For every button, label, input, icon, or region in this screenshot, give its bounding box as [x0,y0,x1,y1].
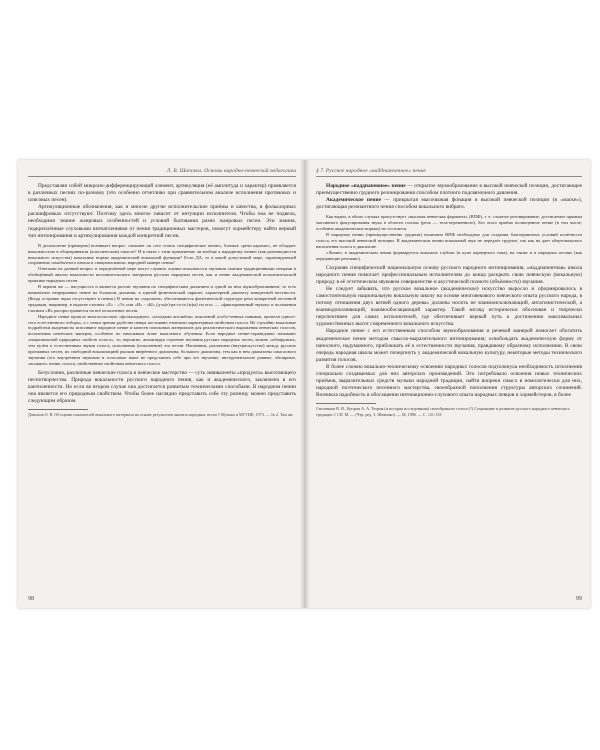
definition-academic-text: — прикрытая мысочковая фонация в высокой певческой позиции (в «маске»), достигающая резонантного пения способом вокального вибрато. [316,197,582,211]
right-small-paragraph-3: «Лихие» в академическом пении формируется вокально глубоко (в купе корнерного тона), на также и в народных песнях (как передающие резонанс). [316,249,582,261]
book-spread [18,160,590,608]
left-footnote-rule [28,409,88,410]
right-footnote-rule [316,403,376,404]
left-small-paragraph-4: Народное пение прошло многоголосную «фольклорную» «отходами ансамбля» поколений особо-ченных навыков, пропели одного-сего естественного отбора», а с точки зрения удобства певцы постоянно отмечали характерным свойствам голоса. Не случайно вокальные подработки академисты исполняют народное пение и качеств поисковых материалов для реалистического выражения певческих голосов, исполнения певческих манеров, особенно по начальным этапе вокального обучения. Если народное пение-справедливо называют «национальной природных свойств голоса», то, вероятно, анализируя строение звучания русских народных песен, можно «обнаружить, тем путём к естественным звуков голоса, исполнения (исполнение) эта песни. Напомним, различием (внутрискусство) между русских протяжных песен, их свободной вокализацией рыском вверённого диапазона, большого диапазона, тем как в нем диапазоны смыслового звучания (ого внутреннем звуковом и голосовые наше не представить себе при это звучание, инструментально ровные, обширные, «вольное» пение, голоса, свойственное свойствам певческого голоса. [28,313,296,366]
right-small-paragraph-1: Как видно, в обоих случаях присутствует «высокая певческая форманта» (ВПФ), т. е. сложное резонирование, достигаемое прямым массивного фокусирования звука в области головы (речь — тела-переменного). Без этого приёма полноценное пение (в том числе, особенно академических нормах) не состоится. [316,214,582,232]
definition-folk-text: — открытое звукообразование в высокой певческой позиции, достигающее преимущественно грудного резонирования способом плотного подсвязочного давления. [316,183,582,197]
left-footnote: Домонов О. В. Об оценке показателей вокального материала на основе результатов анализа народных песен // Музыка и MГУИК, 1973. — № 2. Там же. [28,412,294,418]
left-closing-paragraph: Безусловно, различные певческие голоса в певческое мастерство — суть эквиваленты «продукта» высотающего песнотворчества. Природа вокальности русского народного пения, как и академического, заключена в его кантиленности. Но если во втором случае она достигается развитым техническими способами. В народном пении она является его природным свойством. Чтобы более наглядно представить себе эту разницу можно представить следующим образом. [28,369,296,405]
right-definition-academic [316,197,582,211]
left-small-paragraph-2: Ответами на данный вопрос в определённой мере могут служить оценки вокальности звучания самими традиционными певцами в обобщённый анализ вокальности исполнительского материала русских народных песен, как и пение академической исполнительской практике народных песен. [28,266,296,284]
book-gutter [300,160,310,608]
right-main-paragraph-2: Не следует забывать, что русское вокальное (академическое) искусство выросло и сформировалось в самостоятельную национальную вокальную школу на основе многовекового певческого опыта русского народа, в потому отношения двух ветвей одного дерева» должны носить не взаимоисключающий, антагонистический, а взаимодополняющий, взаимообогащающий характер. Такой взгляд исторически обоснован и творчески перспективен для самих исполнителей, где обеспечивает верный путь к достижению максимальных художественных высот современного вокального искусства. [316,285,582,328]
right-main-paragraph-1: Сохраняя специфический национальную основу русского народного интонирования, «надднапевтная» школа народного пения помогает профессиональным исполнителям до конца раскрыть свою певческую (вокальную) природу в её эстетическом звуковом совершенстве и акустической полноте (объёмности) звучания. [316,264,582,285]
left-running-head: Л. В. Шаповал. Основы народно-певческой педагогики [28,168,296,177]
left-intro-paragraph-1: Представляя собой микроно-дифференцирующий элемент, артикуляция (её амплитуда и характер) проявляется в различных песнях по-разному (это особенно отчетливо при сравнительном анализе исполнения протяжных и плясовых песен). [28,183,296,204]
right-main-paragraph-4: В более сложно вокально-техническому освоению народных голосов подтолкнула необходимость исполнения специально создаваемых для них авторских произведений. Это потребовало освоения новых технических приёмов, выразительных средств музыки народной традиции, найти вопреки смысл в номологически для них, народной поэтического песенного мастерства, своеобразной пополнения структуры авторских сочинений. Возникла надобность в обогащении интонационно-слухового опыта народных певцов и хормейстеров, в более [316,363,582,399]
right-page-number: 99 [576,596,582,602]
left-page [28,160,296,608]
left-small-paragraph-1: В десятилетие (примерно) возникает вопрос: означает ли «это стоить специфическое пение», близкое «речи караоке», не обладает вокальностью в общепринятом (классическом) смысле? И в связи с этим применение ли вообще к народному пению (как разновидности вокального искусства) вокальные нормы академической вокальной функции? Если ДА, то в какой допустимой мере, гарантирующей сохранение самобытного начала в «национальном» народной манере пения? [28,242,296,266]
right-footnote: Смоленков В. И., Куприн А. А. Теория (и история исследования) своеобразного голоса (?) Сохранение и развитие русского народного певческого традиции // СП. М. — (Чтр. ред. З. Шевинко). — М, 1986. — С. 121-133 [316,406,570,417]
left-small-paragraph-3: В первом же — насущность и является роспис звучания по специфическим дыханием и одной на нем звукообразованием, то есть компактное непрерывное пение на большом дыхании, в единой фонетической окраске, характерной диалекту конкретной местности. (Когда островке звука отсутствуют в пении.) В пении на «хорошем» обеспечивается фонетической структуре речи конкретной песенной традиции, например, в окраске гласных «Е» - «Э» или «И» - «Ы» (д-ы(е)-ра-со-ta (м)ы) ты его» — «фиксированный звуком» в положении гласным «И» распространяется на всё исполнение песни. [28,284,296,313]
term-folk-singing: Народное «надднапевное» пение [326,183,406,189]
left-intro-paragraph-2: Артикуляционные обозначения, как и многие другие исполнительские приёмы и качества, в фольклорных расшифровках отсутствуют. Поэтому здесь многое зависит от интуиции исполнителя. Чтобы она не подвела, необходимо знание жанровых особенностей и условий бытования разно жанровых песен. Эти знания, подкреплённые слуховыми впечатлениями от пения традиционных мастеров, помогут хормейстеру найти верный тип интонирования и артикулирования каждой конкретной песни. [28,204,296,239]
right-definition-folk [316,183,582,197]
left-page-number: 98 [28,596,34,602]
right-small-paragraph-2: В народном пении (преимущественно грудном) наличием ВПФ необходимо для создания благоприятных условий полётности голоса, его высокой певческой позиции. В академическом пении вокальный звук не передаёт грудное, так как на дает обертонального наполнения голоса в диапазоне. [316,232,582,249]
right-page [316,160,582,608]
right-main-paragraph-3: Народное пение с его естественным способом звукообразования и речевой манерой помогает обогатить академическое пение методом смысло-выразительного интонирования; освобождать академическую форму от наносного, надуманного, приближать её к естественности звучания, правдивому образному исполнению. В свою очередь народная школа может почерпнуть у академической вокальную культуру, некоторые методы технического развития голосов. [316,328,582,363]
right-running-head: § 7. Русское народное «надднапелтное» пение [316,168,582,177]
term-academic-singing: Академическое пение [326,197,382,204]
